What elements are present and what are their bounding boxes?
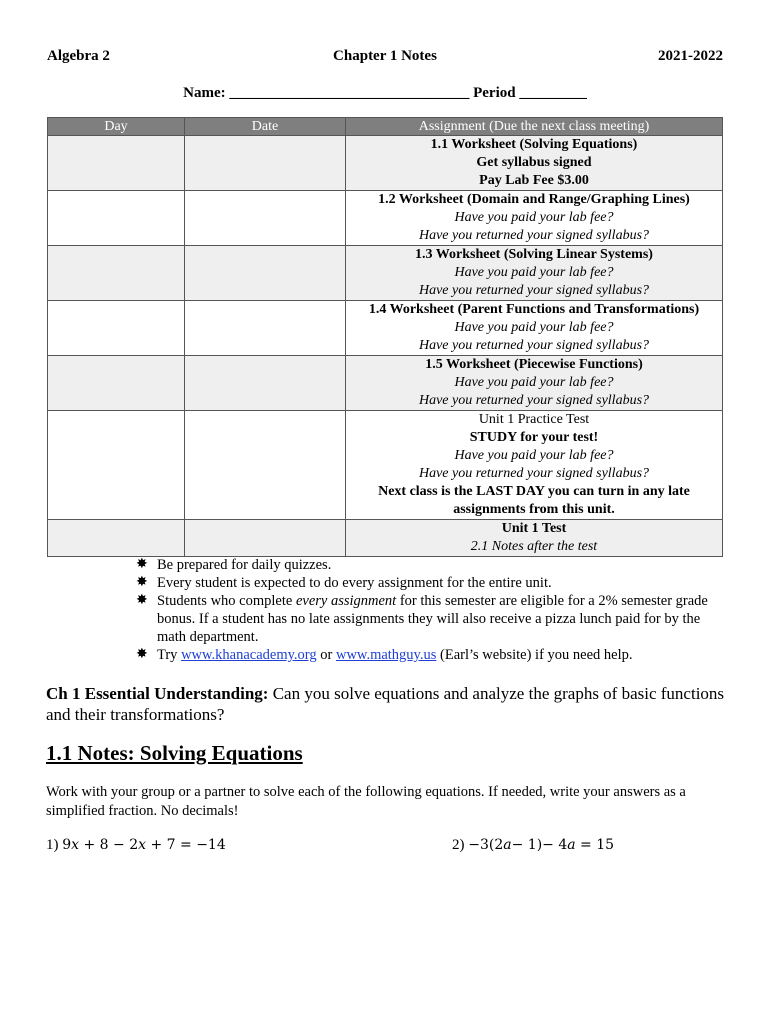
course-title: Algebra 2: [47, 48, 110, 64]
table-row: [48, 411, 723, 520]
col-header-assignment: Assignment (Due the next class meeting): [346, 118, 723, 136]
date-cell[interactable]: [185, 356, 346, 411]
table-row: [48, 191, 723, 246]
assignment-line: Next class is the LAST DAY you can turn in any late: [378, 484, 690, 499]
assignment-line: Have you paid your lab fee?: [454, 210, 614, 225]
assignment-line: STUDY for your test!: [469, 430, 599, 445]
section-title: 1.1 Notes: Solving Equations: [46, 741, 303, 765]
mathguy-link[interactable]: www.mathguy.us: [335, 647, 437, 663]
note-text: Be prepared for daily quizzes.: [157, 557, 332, 573]
problem-number: 2): [452, 837, 465, 853]
assignment-cell: [346, 191, 723, 246]
assignment-line: 1.1 Worksheet (Solving Equations): [430, 137, 638, 152]
day-cell[interactable]: [48, 301, 185, 356]
list-item: [136, 592, 726, 646]
khanacademy-link[interactable]: www.khanacademy.org: [181, 647, 317, 663]
day-cell[interactable]: [48, 356, 185, 411]
assignment-line: Have you returned your signed syllabus?: [418, 228, 650, 243]
assignment-line: assignments from this unit.: [453, 502, 615, 517]
note-text: Every student is expected to do every assignment for the entire unit.: [157, 575, 552, 591]
problem-equation: 9𝑥 + 8 − 2𝑥 + 7 = −14: [62, 837, 226, 853]
name-period-line: [0, 85, 770, 102]
class-notes-list: [136, 556, 726, 664]
assignment-cell: [346, 520, 723, 557]
table-row: [48, 246, 723, 301]
day-cell[interactable]: [48, 191, 185, 246]
table-header-row: [48, 118, 723, 136]
day-cell[interactable]: [48, 136, 185, 191]
day-cell[interactable]: [48, 411, 185, 520]
day-cell[interactable]: [48, 246, 185, 301]
table-row: [48, 520, 723, 557]
col-header-day: Day: [48, 118, 185, 136]
note-text: Students who complete: [157, 593, 296, 609]
essential-label: Ch 1 Essential Understanding:: [46, 684, 269, 703]
problem-number: 1): [46, 837, 59, 853]
assignment-cell: [346, 411, 723, 520]
period-label: Period: [473, 85, 516, 101]
instructions: Work with your group or a partner to solve each of the following equations. If needed, write your answers as a simplified fraction. No decimals!: [46, 784, 686, 819]
assignment-cell: [346, 356, 723, 411]
school-year: 2021-2022: [658, 48, 723, 64]
period-blank[interactable]: _________: [519, 85, 587, 101]
note-text: (Earl’s website) if you need help.: [436, 647, 633, 663]
assignment-line: Have you paid your lab fee?: [454, 265, 614, 280]
name-label: Name:: [183, 85, 226, 101]
note-text: or: [316, 647, 336, 663]
assignment-line: Unit 1 Practice Test: [478, 412, 590, 427]
assignment-cell: [346, 136, 723, 191]
assignment-line: Have you paid your lab fee?: [454, 320, 614, 335]
problem-equation: −3(2𝑎− 1)− 4𝑎 = 15: [468, 837, 615, 853]
table-row: [48, 356, 723, 411]
note-text: for this semester are eligible for a 2% semester grade bonus. If a student has no late assignments they will also receive a pizza lunch paid for by the math department.: [157, 593, 708, 645]
star-bullet-icon: ✸: [136, 557, 148, 572]
date-cell[interactable]: [185, 301, 346, 356]
date-cell[interactable]: [185, 411, 346, 520]
assignment-line: 2.1 Notes after the test: [470, 539, 598, 554]
col-header-date: Date: [185, 118, 346, 136]
assignment-line: Pay Lab Fee $3.00: [479, 173, 589, 188]
note-text: Try: [157, 647, 182, 663]
assignment-line: 1.4 Worksheet (Parent Functions and Transformations): [368, 302, 700, 317]
assignment-cell: [346, 301, 723, 356]
assignment-line: Get syllabus signed: [476, 155, 592, 170]
date-cell[interactable]: [185, 246, 346, 301]
problem-1: [46, 837, 226, 854]
assignment-line: Have you returned your signed syllabus?: [418, 393, 650, 408]
assignment-schedule-table: [47, 117, 723, 557]
table-row: [48, 136, 723, 191]
essential-question: Can you solve equations and analyze the graphs of basic functions and their transformations?: [46, 684, 725, 724]
date-cell[interactable]: [185, 136, 346, 191]
chapter-title: Chapter 1 Notes: [333, 48, 437, 64]
list-item: [136, 646, 726, 664]
assignment-cell: [346, 246, 723, 301]
essential-understanding: [46, 683, 726, 725]
star-bullet-icon: ✸: [136, 647, 148, 662]
assignment-line: Have you returned your signed syllabus?: [418, 466, 650, 481]
problem-2: [452, 837, 614, 854]
assignment-line: Have you returned your signed syllabus?: [418, 283, 650, 298]
assignment-line: Have you paid your lab fee?: [454, 448, 614, 463]
day-cell[interactable]: [48, 520, 185, 557]
note-emphasis: every assignment: [295, 593, 397, 609]
assignment-line: 1.2 Worksheet (Domain and Range/Graphing Lines): [378, 192, 690, 207]
assignment-line: 1.5 Worksheet (Piecewise Functions): [425, 357, 643, 372]
table-row: [48, 301, 723, 356]
date-cell[interactable]: [185, 191, 346, 246]
assignment-line: Have you paid your lab fee?: [454, 375, 614, 390]
star-bullet-icon: ✸: [136, 575, 148, 590]
assignment-line: 1.3 Worksheet (Solving Linear Systems): [415, 247, 653, 262]
assignment-line: Unit 1 Test: [501, 521, 567, 536]
date-cell[interactable]: [185, 520, 346, 557]
list-item: [136, 556, 726, 574]
assignment-line: Have you returned your signed syllabus?: [418, 338, 650, 353]
list-item: [136, 574, 726, 592]
name-blank[interactable]: ________________________________: [229, 85, 470, 101]
star-bullet-icon: ✸: [136, 593, 148, 608]
